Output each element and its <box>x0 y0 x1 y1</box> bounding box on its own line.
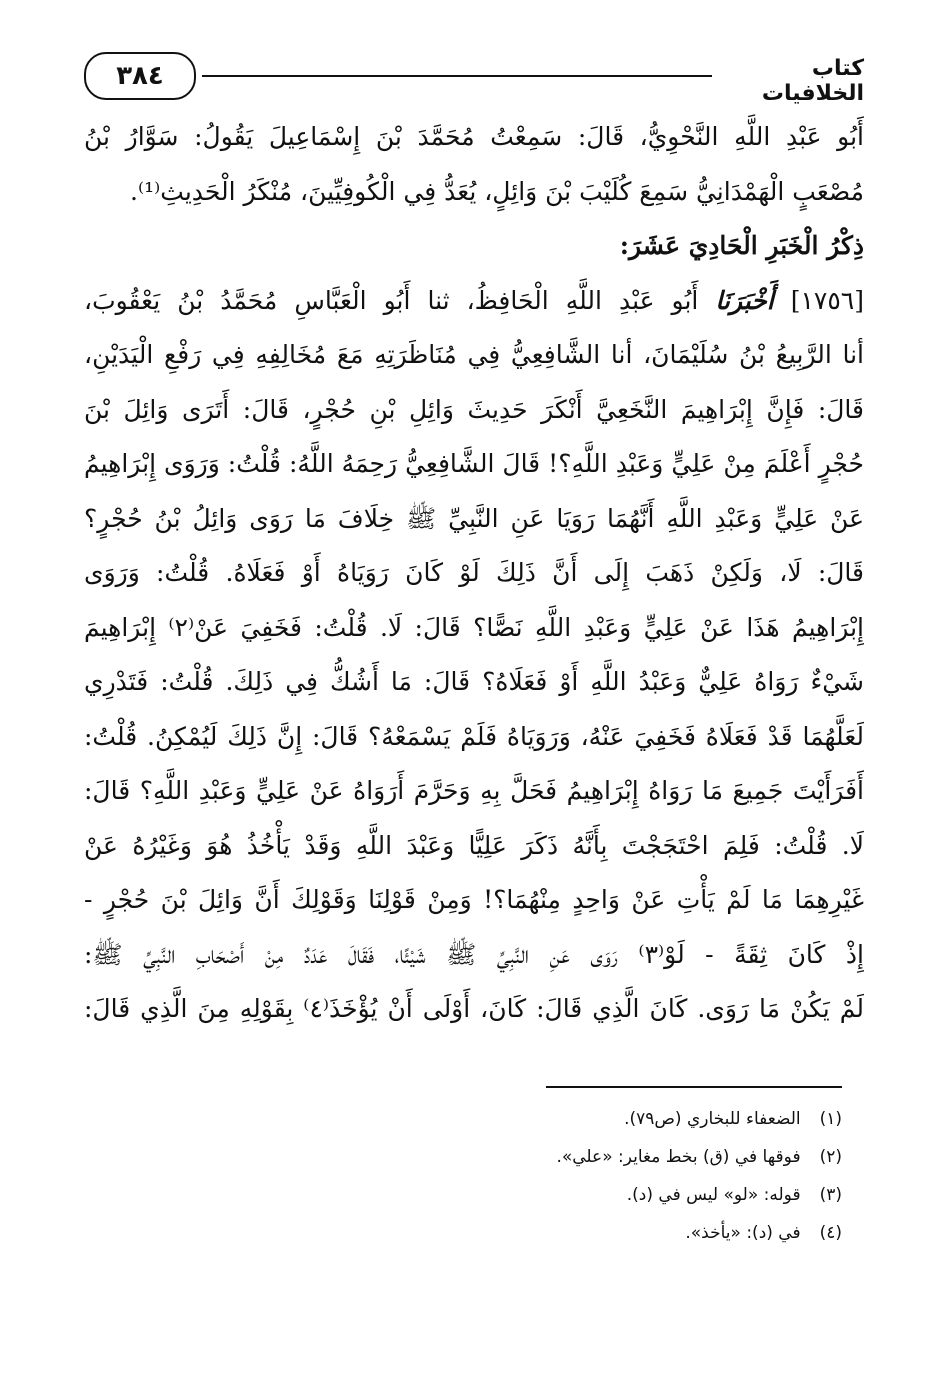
text-line: عَنْ عَلِيٍّ وَعَبْدِ اللَّهِ أَنَّهُمَا رَوَيَا عَنِ النَّبِيِّ ﷺ خِلَافَ مَا رَوَى وَائِلُ بْنُ حُجْرٍ؟ <box>84 503 864 533</box>
footnote <box>242 1176 842 1214</box>
footnote-number: (٢) <box>819 1147 842 1167</box>
text-line: أَبُو عَبْدِ اللَّهِ النَّحْوِيُّ، قَالَ: سَمِعْتُ مُحَمَّدَ بْنَ إِسْمَاعِيلَ يَقُولُ: سَوَّارُ بْنُ <box>84 122 864 151</box>
footnote <box>242 1214 842 1252</box>
text-line: مُصْعَبٍ الْهَمْدَانِيُّ سَمِعَ كُلَيْبَ بْنَ وَائِلٍ، يُعَدُّ فِي الْكُوفِيِّينَ، مُنْكَرُ الْحَدِيثِ⁽¹⁾. <box>130 176 864 206</box>
text-line: لَا. قُلْتُ: فَلِمَ احْتَجَجْتَ بِأَنَّهُ ذَكَرَ عَلِيًّا وَعَبْدَ اللَّهِ وَقَدْ يَأْخُذُ هُوَ وَغَيْرُهُ عَنْ <box>84 830 864 860</box>
footnote-number: (٣) <box>819 1185 842 1205</box>
footnote <box>242 1100 842 1138</box>
header-rule <box>202 75 712 77</box>
page-number: ٣٨٤ <box>84 52 196 100</box>
section-heading: ذِكْرُ الْخَبَرِ الْحَادِيَ عَشَرَ: <box>619 231 864 260</box>
text-line: حُجْرٍ أَعْلَمَ مِنْ عَلِيٍّ وَعَبْدِ اللَّهِ؟! قَالَ الشَّافِعِيُّ رَحِمَهُ اللَّهُ: قُلْتُ: وَرَوَى إِبْرَاهِيمُ <box>84 449 864 478</box>
akhbarana-word: أَخْبَرَنَا <box>715 285 774 315</box>
footnote-text: الضعفاء للبخاري (ص٧٩). <box>624 1109 801 1129</box>
footnote-text: قوله: «لو» ليس في (د). <box>626 1185 801 1205</box>
text-line: إِبْرَاهِيمُ هَذَا عَنْ عَلِيٍّ وَعَبْدِ اللَّهِ نَصًّا؟ قَالَ: لَا. قُلْتُ: فَخَفِيَ عَنْ⁽٢⁾ إِبْرَاهِيمَ <box>84 612 864 642</box>
text-line: قَالَ: لَا، وَلَكِنْ ذَهَبَ إِلَى أَنَّ ذَلِكَ لَوْ كَانَ رَوَيَاهُ أَوْ فَعَلَاهُ. قُلْتُ: وَرَوَى <box>84 558 864 587</box>
footnote <box>242 1138 842 1176</box>
text-line: إِذْ كَانَ ثِقَةً - لَوْ⁽٣⁾ رَوَى عَنِ النَّبِيِّ ﷺ شَيْئًا، فَقَالَ عَدَدٌ مِنْ أَصْحَابِ النَّبِيِّ ﷺ: <box>84 939 864 969</box>
text-line: لَعَلَّهُمَا قَدْ فَعَلَاهُ فَخَفِيَ عَنْهُ، وَرَوَيَاهُ فَلَمْ يَسْمَعْهُ؟ قَالَ: إِنَّ ذَلِكَ لَيُمْكِنُ. قُلْتُ: <box>84 721 864 751</box>
page-header <box>84 52 864 106</box>
text-line: أنا الرَّبِيعُ بْنُ سُلَيْمَانَ، أنا الشَّافِعِيُّ فِي مُنَاظَرَتِهِ مَعَ مُخَالِفِهِ فِي رَفْعِ الْيَدَيْنِ، <box>84 340 864 369</box>
text-line-content: أَبُو عَبْدِ اللَّهِ الْحَافِظُ، ثنا أَبُو الْعَبَّاسِ مُحَمَّدُ بْنُ يَعْقُوبَ، <box>84 285 699 315</box>
footnote-text: فوقها في (ق) بخط مغاير: «علي». <box>556 1147 801 1167</box>
text-line: أَفَرَأَيْتَ جَمِيعَ مَا رَوَاهُ إِبْرَاهِيمُ فَحَلَّ بِهِ وَحَرَّمَ أَرَوَاهُ عَنْ عَلِيٍّ وَعَبْدِ اللَّهِ؟ قَالَ: <box>84 776 864 805</box>
footnote-separator <box>546 1086 842 1088</box>
footnote-number: (١) <box>819 1109 842 1129</box>
footnote-number: (٤) <box>819 1223 842 1243</box>
hadith-number: [١٧٥٦] <box>790 285 864 315</box>
footnotes <box>242 1100 842 1252</box>
text-line: لَمْ يَكُنْ مَا رَوَى. كَانَ الَّذِي قَالَ: كَانَ، أَوْلَى أَنْ يُؤْخَذَ⁽٤⁾ بِقَوْلِهِ مِنَ الَّذِي قَالَ: <box>84 994 864 1023</box>
hadith-opening-line <box>84 274 864 329</box>
text-line: قَالَ: فَإِنَّ إِبْرَاهِيمَ النَّخَعِيَّ أَنْكَرَ حَدِيثَ وَائِلِ بْنِ حُجْرٍ، قَالَ: أَتَرَى وَائِلَ بْنَ <box>84 394 864 424</box>
text-line: غَيْرِهِمَا مَا لَمْ يَأْتِ عَنْ وَاحِدٍ مِنْهُمَا؟! وَمِنْ قَوْلِنَا وَقَوْلِكَ أَنَّ وَائِلَ بْنَ حُجْرٍ - <box>84 885 864 914</box>
footnote-text: في (د): «يأخذ». <box>685 1223 801 1243</box>
main-text <box>84 110 864 1037</box>
book-title: كتاب الخلافيات <box>761 56 864 106</box>
text-line: شَيْءٌ رَوَاهُ عَلِيٌّ وَعَبْدُ اللَّهِ أَوْ فَعَلَاهُ؟ قَالَ: مَا أَشُكُّ فِي ذَلِكَ. قُلْتُ: فَتَدْرِي <box>84 667 864 696</box>
